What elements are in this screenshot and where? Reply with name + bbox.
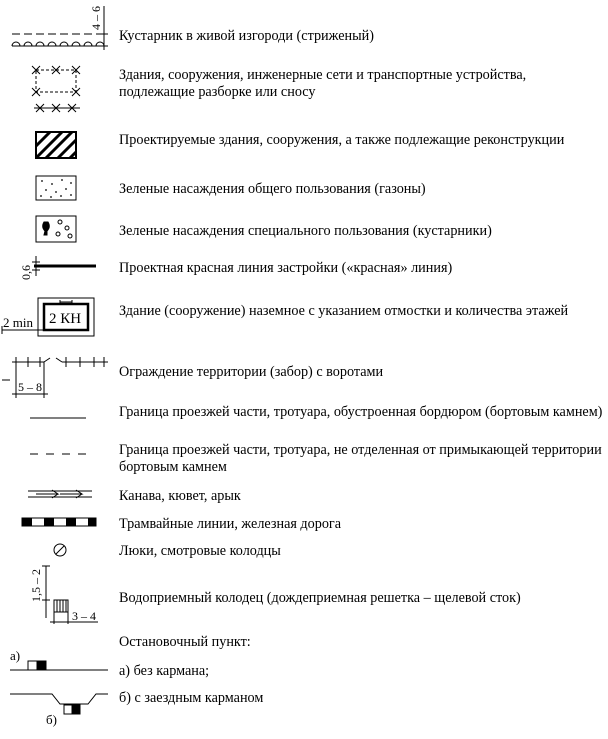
- legend-text-shrubs: Зеленые насаждения специального пользования (кустарники): [119, 223, 492, 239]
- legend-text-hedge: Кустарник в живой изгороди (стриженый): [119, 28, 374, 44]
- stop-b-mark: б): [46, 712, 57, 727]
- stop-b-symbol: [10, 694, 108, 714]
- legend-text-stop-b: б) с заездным карманом: [119, 690, 264, 706]
- inlet-height-label: 1,5 – 2: [29, 569, 43, 602]
- legend-text-tram: Трамвайные линии, железная дорога: [119, 516, 342, 532]
- shrubs-symbol: [36, 216, 76, 242]
- legend-text-lawns: Зеленые насаждения общего пользования (газоны): [119, 181, 426, 197]
- legend-text-projected: Проектируемые здания, сооружения, а также подлежащие реконструкции: [119, 132, 565, 148]
- legend-text-no-curb: Граница проезжей части, тротуара, не отделенная от примыкающей территории бортовым камнем: [119, 442, 602, 475]
- red-line-dim-label: 0,6: [19, 265, 33, 280]
- projected-symbol: [36, 132, 76, 158]
- demolish-symbol: [32, 66, 80, 112]
- red-line-symbol: [32, 256, 96, 276]
- lawns-symbol: [36, 176, 76, 200]
- legend-text-curb: Граница проезжей части, тротуара, обустроенная бордюром (бортовым камнем): [119, 404, 603, 420]
- building-margin-label: 2 min: [3, 315, 33, 330]
- legend-text-inlet: Водоприемный колодец (дождеприемная решетка – щелевой сток): [119, 590, 521, 606]
- hedge-dim-label: 4 – 6: [89, 6, 103, 30]
- legend-text-ditch: Канава, кювет, арык: [119, 488, 241, 504]
- legend-text-red-line: Проектная красная линия застройки («красная» линия): [119, 260, 453, 276]
- legend-text-building: Здание (сооружение) наземное с указанием отмостки и количества этажей: [119, 303, 569, 319]
- ditch-symbol: [28, 490, 92, 498]
- stop-a-symbol: [10, 661, 108, 670]
- building-floors-label: 2 КН: [49, 311, 82, 327]
- stop-a-mark: а): [10, 648, 21, 663]
- inlet-width-label: 3 – 4: [72, 609, 96, 623]
- fence-dim-label: 5 – 8: [18, 380, 42, 394]
- hatch-symbol: [54, 544, 66, 556]
- legend-text-stop-a: а) без кармана;: [119, 663, 210, 679]
- legend-text-stop-title: Остановочный пункт:: [119, 634, 251, 650]
- legend-text-fence: Ограждение территории (забор) с воротами: [119, 364, 384, 380]
- legend-text-demolish: Здания, сооружения, инженерные сети и транспортные устройства, подлежащие разборке или сносу: [119, 67, 527, 100]
- tram-symbol: [22, 518, 96, 526]
- legend-text-hatches: Люки, смотровые колодцы: [119, 543, 281, 559]
